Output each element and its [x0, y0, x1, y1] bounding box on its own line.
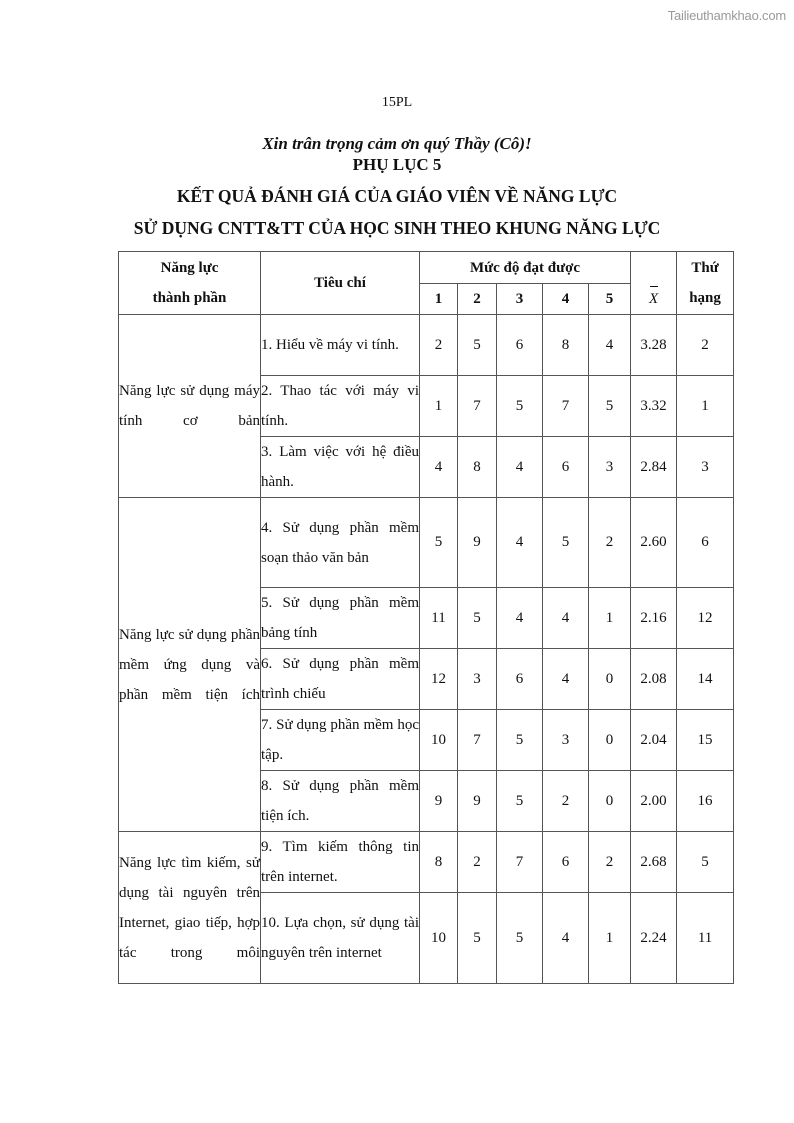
count-cell: 5 [497, 710, 543, 771]
header-mean [631, 252, 677, 315]
count-cell: 12 [420, 649, 458, 710]
rank-cell: 5 [677, 832, 734, 893]
criteria-cell: 4. Sử dụng phần mềm soạn thảo văn bản [261, 498, 420, 588]
count-cell: 7 [458, 376, 497, 437]
count-cell: 5 [420, 498, 458, 588]
page-number: 15PL [381, 95, 413, 110]
rank-cell: 14 [677, 649, 734, 710]
table-row [119, 315, 734, 376]
count-cell: 1 [589, 893, 631, 984]
count-cell: 10 [420, 710, 458, 771]
mean-cell: 2.16 [631, 588, 677, 649]
count-cell: 5 [458, 588, 497, 649]
count-cell: 6 [497, 315, 543, 376]
rank-cell: 11 [677, 893, 734, 984]
mean-symbol: X [649, 284, 658, 314]
count-cell: 2 [543, 771, 589, 832]
page-title-line1: KẾT QUẢ ĐÁNH GIÁ CỦA GIÁO VIÊN VỀ NĂNG LỰC [176, 186, 618, 206]
watermark: Tailieuthamkhao.com [667, 8, 786, 23]
count-cell: 5 [497, 771, 543, 832]
count-cell: 8 [420, 832, 458, 893]
count-cell: 8 [458, 437, 497, 498]
mean-cell: 2.04 [631, 710, 677, 771]
mean-cell: 2.08 [631, 649, 677, 710]
header-component [119, 252, 261, 315]
criteria-cell: 5. Sử dụng phần mềm bảng tính [261, 588, 420, 649]
count-cell: 0 [589, 771, 631, 832]
count-cell: 3 [589, 437, 631, 498]
mean-cell: 3.28 [631, 315, 677, 376]
table-row [119, 832, 734, 893]
header-level-2: 2 [458, 284, 497, 315]
header-rank-line1: Thứ [691, 260, 719, 276]
count-cell: 2 [589, 832, 631, 893]
header-level-4: 4 [543, 284, 589, 315]
criteria-cell: 10. Lựa chọn, sử dụng tài nguyên trên internet [261, 893, 420, 984]
count-cell: 5 [543, 498, 589, 588]
count-cell: 2 [458, 832, 497, 893]
criteria-cell: 1. Hiểu về máy vi tính. [261, 315, 420, 376]
rank-cell: 15 [677, 710, 734, 771]
header-level-5: 5 [589, 284, 631, 315]
count-cell: 2 [589, 498, 631, 588]
count-cell: 5 [497, 376, 543, 437]
header-component-line1: Năng lực [160, 260, 219, 276]
table-row [119, 498, 734, 588]
criteria-cell: 3. Làm việc với hệ điều hành. [261, 437, 420, 498]
header-rank [677, 252, 734, 315]
count-cell: 4 [420, 437, 458, 498]
appendix-label: PHỤ LỤC 5 [352, 155, 442, 174]
count-cell: 11 [420, 588, 458, 649]
count-cell: 7 [497, 832, 543, 893]
mean-cell: 2.84 [631, 437, 677, 498]
count-cell: 7 [543, 376, 589, 437]
count-cell: 5 [458, 893, 497, 984]
header-level: Mức độ đạt được [420, 252, 631, 284]
rank-cell: 1 [677, 376, 734, 437]
header-rank-line2: hạng [689, 290, 721, 306]
rank-cell: 16 [677, 771, 734, 832]
header-criteria: Tiêu chí [261, 252, 420, 315]
count-cell: 2 [420, 315, 458, 376]
count-cell: 7 [458, 710, 497, 771]
count-cell: 1 [420, 376, 458, 437]
rank-cell: 3 [677, 437, 734, 498]
count-cell: 1 [589, 588, 631, 649]
mean-cell: 3.32 [631, 376, 677, 437]
criteria-cell: 8. Sử dụng phần mềm tiện ích. [261, 771, 420, 832]
header-level-3: 3 [497, 284, 543, 315]
rank-cell: 2 [677, 315, 734, 376]
mean-cell: 2.00 [631, 771, 677, 832]
count-cell: 4 [543, 588, 589, 649]
count-cell: 3 [458, 649, 497, 710]
count-cell: 0 [589, 649, 631, 710]
count-cell: 4 [497, 588, 543, 649]
criteria-cell: 9. Tìm kiếm thông tin trên internet. [261, 832, 420, 893]
criteria-cell: 6. Sử dụng phần mềm trình chiếu [261, 649, 420, 710]
header-level-1: 1 [420, 284, 458, 315]
thanks-note: Xin trân trọng cảm ơn quý Thầy (Cô)! [262, 134, 532, 153]
criteria-cell: 2. Thao tác với máy vi tính. [261, 376, 420, 437]
count-cell: 6 [497, 649, 543, 710]
count-cell: 4 [497, 437, 543, 498]
count-cell: 4 [543, 649, 589, 710]
rank-cell: 6 [677, 498, 734, 588]
count-cell: 4 [543, 893, 589, 984]
count-cell: 6 [543, 437, 589, 498]
criteria-cell: 7. Sử dụng phần mềm học tập. [261, 710, 420, 771]
mean-cell: 2.60 [631, 498, 677, 588]
count-cell: 0 [589, 710, 631, 771]
count-cell: 9 [458, 498, 497, 588]
count-cell: 5 [458, 315, 497, 376]
results-table [118, 251, 734, 984]
group-label: Năng lực sử dụng phần mềm ứng dụng và phần mềm tiện ích [119, 498, 261, 832]
count-cell: 9 [420, 771, 458, 832]
count-cell: 5 [497, 893, 543, 984]
mean-cell: 2.24 [631, 893, 677, 984]
mean-cell: 2.68 [631, 832, 677, 893]
count-cell: 6 [543, 832, 589, 893]
count-cell: 4 [589, 315, 631, 376]
page-title-line2: SỬ DỤNG CNTT&TT CỦA HỌC SINH THEO KHUNG NĂNG LỰC [133, 218, 661, 238]
header-component-line2: thành phần [152, 290, 227, 306]
count-cell: 9 [458, 771, 497, 832]
count-cell: 5 [589, 376, 631, 437]
count-cell: 10 [420, 893, 458, 984]
group-label: Năng lực tìm kiếm, sử dụng tài nguyên trên Internet, giao tiếp, hợp tác trong môi [119, 832, 261, 984]
count-cell: 4 [497, 498, 543, 588]
group-label: Năng lực sử dụng máy tính cơ bản [119, 315, 261, 498]
count-cell: 8 [543, 315, 589, 376]
rank-cell: 12 [677, 588, 734, 649]
count-cell: 3 [543, 710, 589, 771]
